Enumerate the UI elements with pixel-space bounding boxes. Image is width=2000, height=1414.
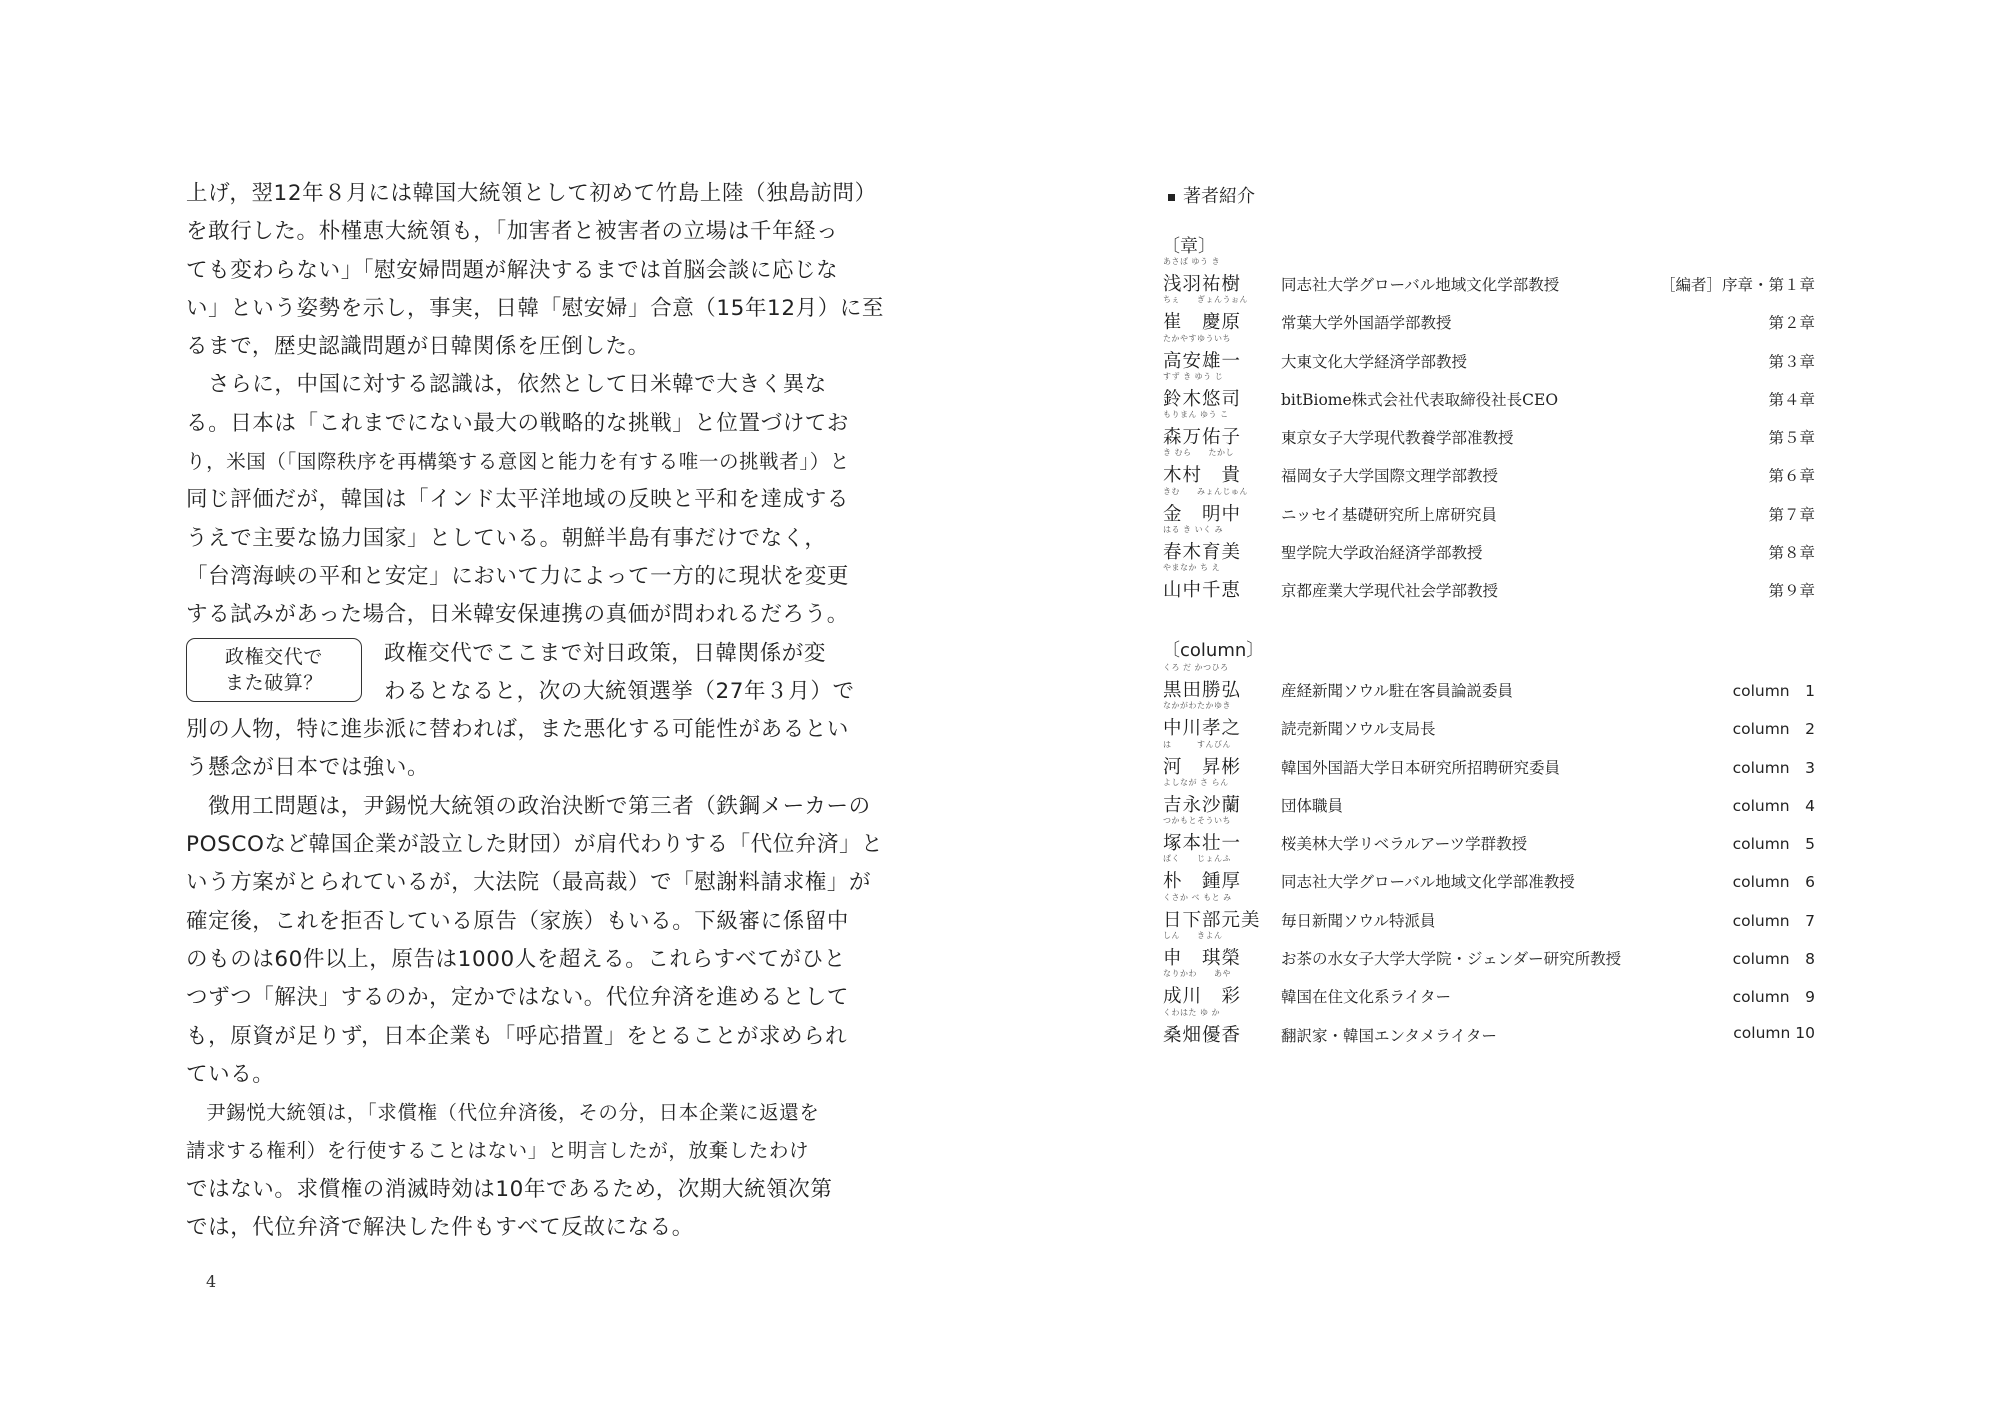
author-affiliation: 福岡女子大学国際文理学部教授 [1281, 467, 1499, 486]
author-row [1163, 931, 1815, 976]
text-line: い」という姿勢を示し，事実，日韓「慰安婦」合意（15年12月）に至 [186, 295, 885, 321]
author-name: 成川 彩 [1163, 986, 1242, 1008]
author-column: column 8 [1732, 950, 1815, 969]
text-line: 尹錫悦大統領は，「求償権（代位弁済後，その分，日本企業に返還を [186, 1101, 820, 1125]
author-affiliation: 韓国外国語大学日本研究所招聘研究委員 [1281, 758, 1561, 777]
author-row [1163, 739, 1815, 785]
author-column: column 5 [1732, 835, 1815, 854]
author-name: 吉永沙蘭 [1163, 794, 1242, 816]
text-line: つずつ「解決」するのか，定かではない。代位弁済を進めるとして [186, 985, 850, 1011]
text-line: POSCOなど韓国企業が設立した財団）が肩代わりする「代位弁済」と [186, 832, 884, 858]
author-row [1163, 892, 1815, 938]
author-name: 塚本壮一 [1163, 833, 1242, 855]
chapters-label: 〔章〕 [1162, 236, 1216, 257]
author-name-ruby: つかもとそういち [1163, 816, 1231, 826]
author-name-ruby: ちぇ ぎょんうぉん [1163, 295, 1248, 305]
author-row [1163, 371, 1815, 417]
author-name: 春木育美 [1163, 542, 1242, 564]
author-name-ruby: はる き いく み [1163, 525, 1224, 535]
author-affiliation: 毎日新聞ソウル特派員 [1281, 911, 1436, 930]
author-affiliation: bitBiome株式会社代表取締役社長CEO [1281, 390, 1559, 409]
author-row [1163, 410, 1815, 455]
author-row [1163, 333, 1815, 379]
author-name: 桑畑優香 [1163, 1024, 1242, 1046]
author-affiliation: 翻訳家・韓国エンタメライター [1281, 1026, 1497, 1045]
heading-text: 著者紹介 [1183, 186, 1255, 207]
columns-label: 〔column〕 [1162, 640, 1265, 661]
text-line: する試みがあった場合，日米韓安保連携の真価が問われるだろう。 [186, 602, 849, 628]
author-name-ruby: たかやすゆういち [1163, 333, 1231, 343]
author-chapter: 第４章 [1768, 390, 1815, 409]
text-line: 請求する権利）を行使することはない」と明言したが，放棄したわけ [186, 1139, 810, 1163]
author-name-ruby: きむ みょんじゅん [1163, 486, 1248, 496]
author-row [1163, 663, 1815, 708]
sidenote-text [384, 635, 855, 712]
sidenote-row [186, 635, 855, 712]
text-line: わるとなると，次の大統領選挙（27年３月）で [384, 678, 855, 704]
text-line: ではない。求償権の消滅時効は10年であるため，次期大統領次第 [186, 1176, 833, 1202]
author-affiliation: 同志社大学グローバル地域文化学部教授 [1281, 276, 1560, 294]
author-name-ruby: は すんびん [1163, 739, 1231, 749]
author-chapter: 第９章 [1768, 582, 1815, 601]
author-row [1163, 486, 1815, 532]
body-text [186, 175, 885, 1247]
author-name: 鈴木悠司 [1163, 388, 1242, 410]
sidenote-title-line2: また破算？ [224, 671, 323, 694]
text-line: のものは60件以上，原告は1000人を超える。これらすべてがひと [186, 946, 846, 972]
author-column: column 4 [1732, 796, 1815, 815]
author-name: 高安雄一 [1163, 350, 1242, 372]
text-line: ても変わらない」「慰安婦問題が解決するまでは首脳会談に応じな [186, 257, 839, 283]
author-column: column 6 [1732, 873, 1815, 892]
author-name-ruby: なりかわ あや [1163, 969, 1231, 979]
sidenote-box [186, 638, 362, 702]
author-row [1163, 1007, 1815, 1053]
text-line: る。日本は「これまでにない最大の戦略的な挑戦」と位置づけてお [186, 410, 850, 436]
author-chapter: 第３章 [1768, 352, 1815, 371]
text-line: 確定後，これを拒否している原告（家族）もいる。下級審に係留中 [186, 908, 850, 934]
author-name: 朴 鍾厚 [1163, 871, 1242, 893]
text-line: う懸念が日本では強い。 [186, 755, 430, 781]
author-name-ruby: すず き ゆう じ [1163, 371, 1224, 381]
text-line: を敢行した。朴槿恵大統領も，「加害者と被害者の立場は千年経っ [186, 219, 839, 245]
author-affiliation: 韓国在住文化系ライター [1281, 988, 1452, 1007]
author-row [1163, 854, 1815, 899]
author-chapter: 第５章 [1768, 429, 1815, 448]
author-name-ruby: ぱく じょんふ [1163, 854, 1231, 864]
author-row [1163, 563, 1815, 608]
column-author-list [1163, 663, 1815, 1053]
author-name-ruby: もりまん ゆう こ [1163, 410, 1229, 420]
page-number: 4 [206, 1272, 217, 1291]
text-line: さらに，中国に対する認識は，依然として日米韓で大きく異な [186, 372, 827, 398]
text-line: り，米国（「国際秩序を再構築する意図と能力を有する唯一の挑戦者」）と [186, 450, 850, 474]
author-affiliation: 常葉大学外国語学部教授 [1281, 314, 1452, 333]
author-row [1163, 969, 1815, 1014]
chapter-author-list [1163, 257, 1815, 609]
author-row [1163, 257, 1815, 302]
author-affiliation: 東京女子大学現代教養学部准教授 [1281, 429, 1514, 448]
right-page [1000, 0, 2000, 1414]
text-line: 政権交代でここまで対日政策，日韓関係が変 [384, 640, 827, 666]
author-chapter: 第８章 [1768, 544, 1815, 563]
text-line: るまで，歴史認識問題が日韓関係を圧倒した。 [186, 334, 650, 360]
author-name: 木村 貴 [1163, 465, 1242, 487]
author-row [1163, 448, 1815, 493]
author-column: column 7 [1732, 911, 1815, 930]
author-name-ruby: くわはた ゆ か [1163, 1007, 1221, 1017]
author-name: 崔 慶原 [1163, 312, 1242, 334]
author-column: column 3 [1732, 758, 1815, 777]
author-name: 浅羽祐樹 [1163, 274, 1242, 295]
text-line: いう方案がとられているが，大法院（最高裁）で「慰謝料請求権」が [186, 870, 872, 896]
author-chapter: ［編者］序章・第１章 [1659, 276, 1815, 294]
author-row [1163, 701, 1815, 746]
author-name-ruby: なかがわたかゆき [1163, 701, 1231, 711]
author-row [1163, 816, 1815, 861]
author-name: 山中千恵 [1163, 580, 1242, 602]
sidenote-title-line1: 政権交代で [224, 645, 323, 668]
square-bullet-icon [1168, 194, 1175, 201]
author-column: column 9 [1732, 988, 1815, 1007]
author-row [1163, 295, 1815, 340]
text-line: 徴用工問題は，尹錫悦大統領の政治決断で第三者（鉄鋼メーカーの [186, 793, 871, 819]
author-column: column 1 [1732, 682, 1815, 700]
author-affiliation: ニッセイ基礎研究所上席研究員 [1281, 505, 1497, 524]
author-chapter: 第６章 [1768, 467, 1815, 486]
text-line: では，代位弁済で解決した件もすべて反故になる。 [186, 1215, 694, 1241]
text-line: 同じ評価だが，韓国は「インド太平洋地域の反映と平和を達成する [186, 487, 850, 513]
text-line: 別の人物，特に進歩派に替われば，また悪化する可能性があるとい [186, 717, 850, 743]
author-name-ruby: くさか べ もと み [1163, 892, 1232, 902]
author-affiliation: 同志社大学グローバル地域文化学部准教授 [1281, 873, 1575, 892]
author-name: 黒田勝弘 [1163, 680, 1242, 701]
author-affiliation: お茶の水女子大学大学院・ジェンダー研究所教授 [1281, 950, 1622, 969]
author-affiliation: 桜美林大学リベラルアーツ学群教授 [1281, 835, 1528, 854]
text-line: 「台湾海峡の平和と安定」において力によって一方的に現状を変更 [186, 563, 850, 589]
author-name-ruby: よしなが さ らん [1163, 777, 1229, 787]
author-affiliation: 産経新聞ソウル駐在客員論説委員 [1281, 682, 1514, 700]
author-name-ruby: あさば ゆう き [1163, 257, 1221, 266]
author-name-ruby: き むら たかし [1163, 448, 1235, 458]
author-name: 森万佑子 [1163, 427, 1242, 449]
author-affiliation: 団体職員 [1281, 796, 1344, 815]
author-name: 中川孝之 [1163, 718, 1242, 740]
author-affiliation: 聖学院大学政治経済学部教授 [1281, 544, 1483, 563]
author-name: 河 昇彬 [1163, 756, 1242, 778]
author-affiliation: 大東文化大学経済学部教授 [1281, 352, 1468, 371]
author-name: 金 明中 [1163, 503, 1242, 525]
author-affiliation: 読売新聞ソウル支局長 [1281, 720, 1436, 739]
author-name: 申 琪榮 [1163, 948, 1242, 970]
author-column: column 2 [1732, 720, 1815, 739]
author-name: 日下部元美 [1163, 909, 1261, 931]
author-chapter: 第２章 [1768, 314, 1815, 333]
author-column: column 10 [1733, 1023, 1815, 1042]
text-line: ている。 [186, 1061, 275, 1087]
author-name-ruby: しん きよん [1163, 931, 1223, 941]
author-affiliation: 京都産業大学現代社会学部教授 [1281, 582, 1499, 601]
author-chapter: 第７章 [1768, 505, 1815, 524]
author-row [1163, 777, 1815, 823]
author-row [1163, 525, 1815, 570]
author-name-ruby: やまなか ち え [1163, 563, 1221, 573]
text-line: うえで主要な協力国家」としている。朝鮮半島有事だけでなく， [186, 525, 827, 551]
text-line: も，原資が足りず，日本企業も「呼応措置」をとることが求められ [186, 1023, 848, 1049]
author-name-ruby: くろ だ かつひろ [1163, 663, 1229, 672]
author-intro-heading [1168, 182, 1255, 208]
text-line: 上げ，翌12年８月には韓国大統領として初めて竹島上陸（独島訪問） [186, 181, 877, 206]
